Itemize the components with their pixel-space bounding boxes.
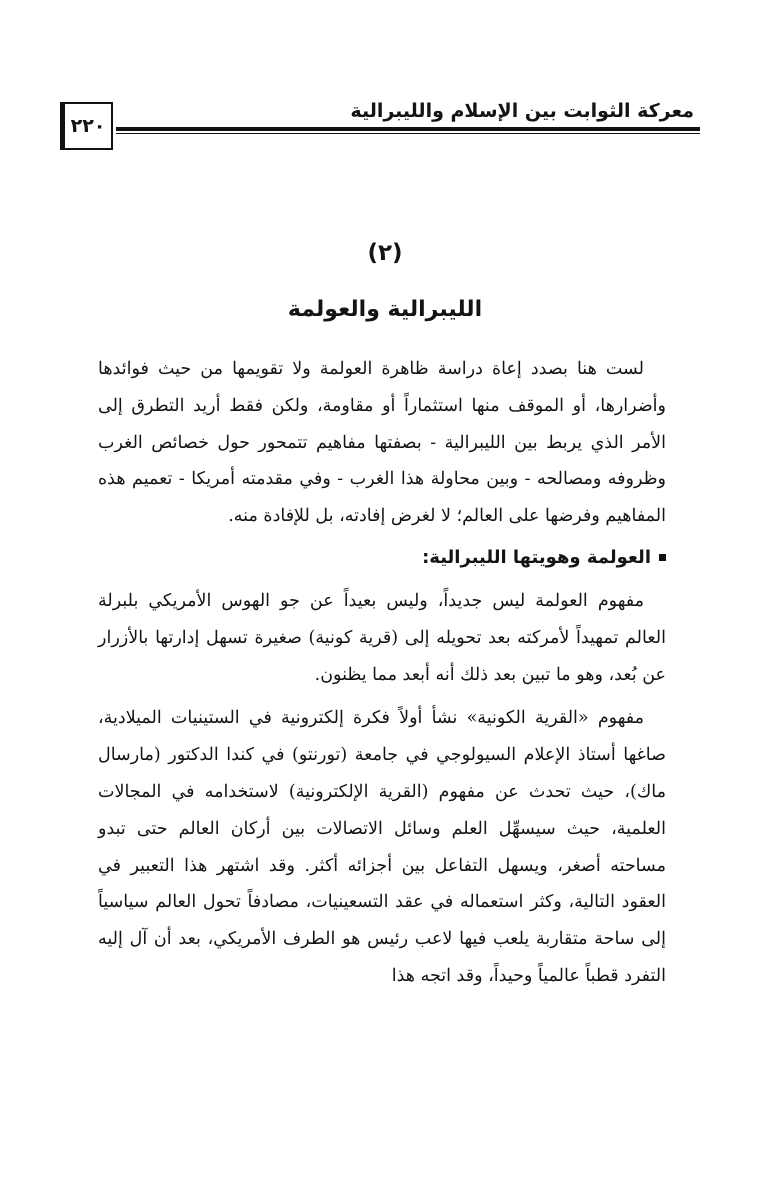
paragraph-globalization: مفهوم العولمة ليس جديداً، وليس بعيداً عن جو الهوس الأمريكي بلبرلة العالم تمهيداً لأمركته بعد تحويله إلى (قرية كونية) صغيرة تسهل إدارتها بالأزرار عن بُعد، وهو ما تبين بعد ذلك أنه أبعد مما يظنون. [98,590,666,685]
paragraph-global-village: مفهوم «القرية الكونية» نشأ أولاً فكرة إلكترونية في الستينيات الميلادية، صاغها أستاذ الإعلام السيولوجي في جامعة (تورنتو) في كندا الدكتور (مارسال ماك)، حيث تحدث عن مفهوم (القرية الإلكترونية) لاستخدامه في المجالات العلمية، حيث سيسهِّل العلم وسائل الاتصالات بين أركان العالم حتى تبدو مساحته أصغر، ويسهل التفاعل بين أجزائه أكثر. وقد اشتهر هذا التعبير في العقود التالية، وكثر استعماله في عقد التسعينيات، مصادفاً تحول العالم سياسياً إلى ساحة متقاربة يلعب فيها لاعب رئيس هو الطرف الأمريكي، بعد أن آل إليه التفرد قطباً عالمياً وحيداً، وقد اتجه هذا [98,708,666,986]
running-title: معركة الثوابت بين الإسلام والليبرالية [350,100,694,122]
subheading [98,541,666,575]
subheading-text: العولمة وهويتها الليبرالية: [422,546,651,568]
running-header [60,92,700,158]
chapter-title: الليبرالية والعولمة [287,297,483,322]
body-text [98,351,666,995]
square-bullet-icon [659,554,666,561]
header-rule [116,127,700,134]
section-number: (٢) [367,240,403,266]
page-number: ٢٢٠ [60,102,113,150]
paragraph-intro: لست هنا بصدد إعاة دراسة ظاهرة العولمة ولا تقويمها من حيث فوائدها وأضرارها، أو الموقف منها استثماراً أو مقاومة، ولكن فقط أريد التطرق إلى الأمر الذي يربط بين الليبرالية - بصفتها مفاهيم تتمحور حول خصائص الغرب وظروفه ومصالحه - وبين محاولة هذا الغرب - وفي مقدمته أمريكا - تعميم هذه المفاهيم وفرضها على العالم؛ لا لغرض إفادته، بل للإفادة منه. [98,359,666,527]
